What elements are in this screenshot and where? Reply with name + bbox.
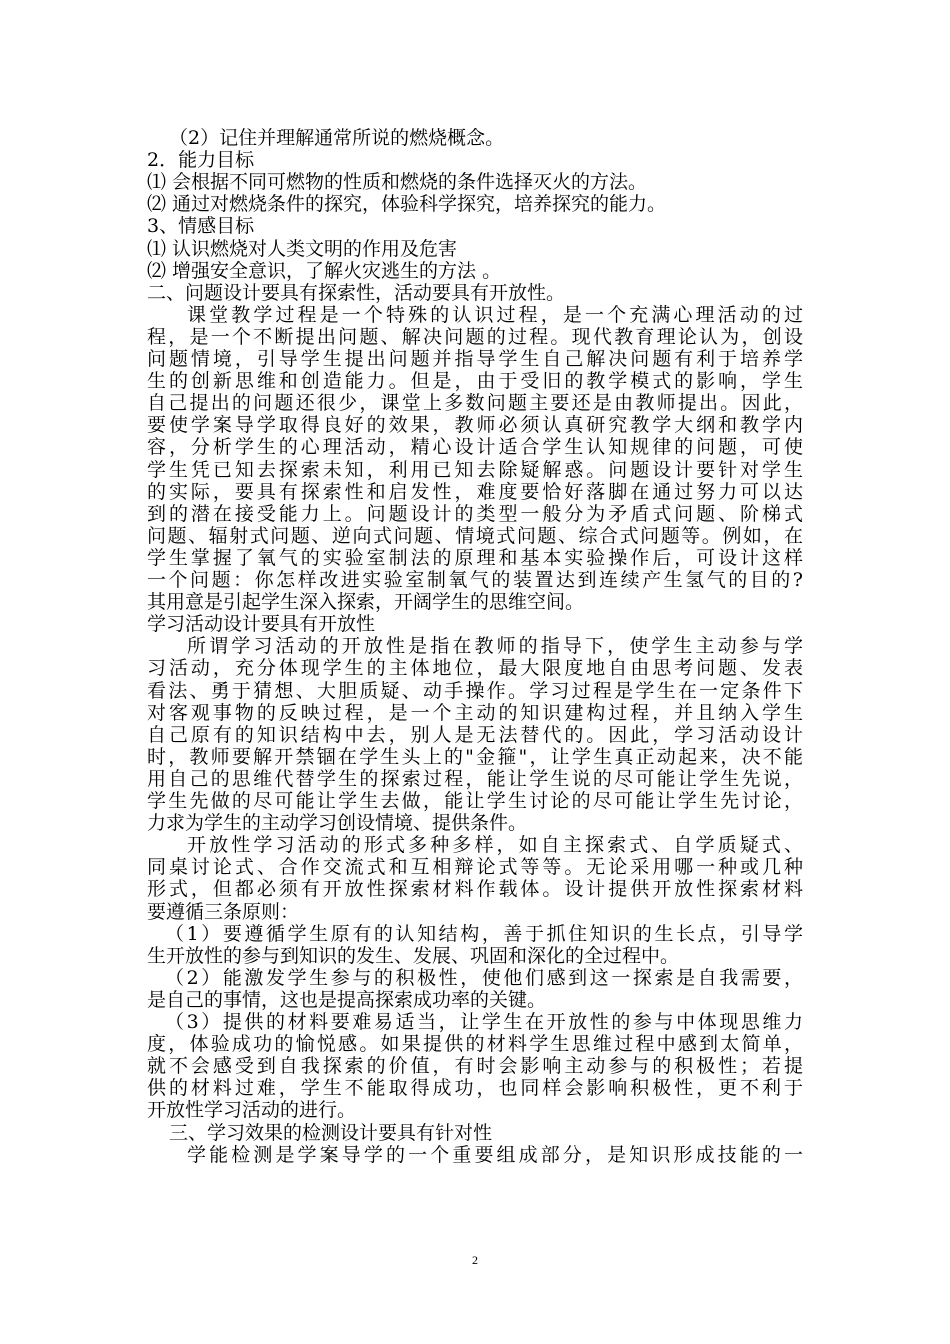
page-number: 2 (472, 1253, 478, 1267)
text-line: 开放性学习活动的进行。 (147, 1099, 357, 1122)
text-line: 二、问题设计要具有探索性，活动要具有开放性。 (147, 281, 566, 304)
text-line: 度，体验成功的愉悦感。如果提供的材料学生思维过程中感到太简单， (147, 1033, 803, 1056)
text-line: 2．能力目标 (147, 149, 255, 172)
text-line: 就不会感受到自我探索的价值，有时会影响主动参与的积极性；若提 (147, 1055, 803, 1078)
text-line: 问题情境，引导学生提出问题并指导学生自己解决问题有利于培养学 (147, 348, 803, 370)
text-line: 习活动，充分体现学生的主体地位，最大限度地自由思考问题、发表 (147, 657, 803, 680)
text-line: 的实际，要具有探索性和启发性，难度要恰好落脚在通过努力可以达 (147, 480, 803, 503)
text-line: 用自己的思维代替学生的探索过程，能让学生说的尽可能让学生先说， (147, 767, 803, 790)
text-line: 是自己的事情，这也是提高探索成功率的关键。 (147, 988, 547, 1011)
text-line: 程，是一个不断提出问题、解决问题的过程。现代教育理论认为，创设 (147, 325, 803, 348)
text-line: 生的创新思维和创造能力。但是，由于受旧的教学模式的影响，学生 (147, 370, 803, 393)
text-line: 问题、辐射式问题、逆向式问题、情境式问题、综合式问题等。例如，在 (147, 524, 803, 547)
text-line: （1）要遵循学生原有的认知结构，善于抓住知识的生长点，引导学 (165, 922, 803, 945)
text-line: 要遵循三条原则： (147, 900, 300, 923)
text-line: 其用意是引起学生深入探索，开阔学生的思维空间。 (147, 591, 585, 614)
text-line: 形式，但都必须有开放性探索材料作载体。设计提供开放性探索材料 (147, 878, 803, 901)
text-line: 自己原有的知识结构中去，别人是无法替代的。因此，学习活动设计 (147, 723, 803, 746)
text-line: 开放性学习活动的形式多种多样，如自主探索式、自学质疑式、 (187, 834, 803, 857)
text-line: ⑴ 认识燃烧对人类文明的作用及危害 (147, 237, 458, 260)
text-line: 生开放性的参与到知识的发生、发展、巩固和深化的全过程中。 (147, 944, 680, 967)
text-line: ⑴ 会根据不同可燃物的性质和燃烧的条件选择灭火的方法。 (147, 171, 648, 194)
text-line: 供的材料过难，学生不能取得成功，也同样会影响积极性，更不利于 (147, 1077, 803, 1100)
text-line: 容，分析学生的心理活动，精心设计适合学生认知规律的问题，可使 (147, 436, 803, 459)
text-line: 学能检测是学案导学的一个重要组成部分，是知识形成技能的一 (187, 1143, 803, 1166)
text-line: 学生掌握了氧气的实验室制法的原理和基本实验操作后，可设计这样 (147, 546, 803, 569)
text-line: 力求为学生的主动学习创设情境、提供条件。 (147, 812, 528, 835)
text-line: ⑵ 通过对燃烧条件的探究，体验科学探究，培养探究的能力。 (147, 193, 667, 216)
text-line: 自己提出的问题还很少，课堂上多数问题主要还是由教师提出。因此， (147, 392, 803, 415)
text-line: （2）记住并理解通常所说的燃烧概念。 (169, 127, 505, 149)
text-line: ⑵ 增强安全意识，了解火灾逃生的方法 。 (147, 259, 502, 282)
text-line: 3、情感目标 (147, 215, 255, 238)
text-line: 时，教师要解开禁锢在学生头上的"金箍"，让学生真正动起来，决不能 (147, 745, 803, 768)
text-line: 所谓学习活动的开放性是指在教师的指导下，使学生主动参与学 (187, 635, 803, 658)
text-line: 一个问题：你怎样改进实验室制氧气的装置达到连续产生氢气的目的? (147, 569, 803, 591)
text-line: 同桌讨论式、合作交流式和互相辩论式等等。无论采用哪一种或几种 (147, 856, 803, 879)
text-line: 看法、勇于猜想、大胆质疑、动手操作。学习过程是学生在一定条件下 (147, 679, 803, 702)
text-line: 对客观事物的反映过程，是一个主动的知识建构过程，并且纳入学生 (147, 701, 803, 724)
text-line: 到的潜在接受能力上。问题设计的类型一般分为矛盾式问题、阶梯式 (147, 502, 803, 525)
text-line: （2）能激发学生参与的积极性，使他们感到这一探索是自我需要， (165, 966, 803, 989)
text-line: （3）提供的材料要难易适当，让学生在开放性的参与中体现思维力 (165, 1011, 803, 1033)
text-line: 课堂教学过程是一个特殊的认识过程，是一个充满心理活动的过 (187, 303, 803, 326)
text-line: 三、学习效果的检测设计要具有针对性 (169, 1121, 493, 1144)
text-line: 学习活动设计要具有开放性 (147, 613, 376, 636)
text-line: 要使学案导学取得良好的效果，教师必须认真研究教学大纲和教学内 (147, 414, 803, 437)
text-line: 学生先做的尽可能让学生去做，能让学生讨论的尽可能让学生先讨论， (147, 790, 803, 812)
text-line: 学生凭已知去探索未知，利用已知去除疑解惑。问题设计要针对学生 (147, 458, 803, 481)
